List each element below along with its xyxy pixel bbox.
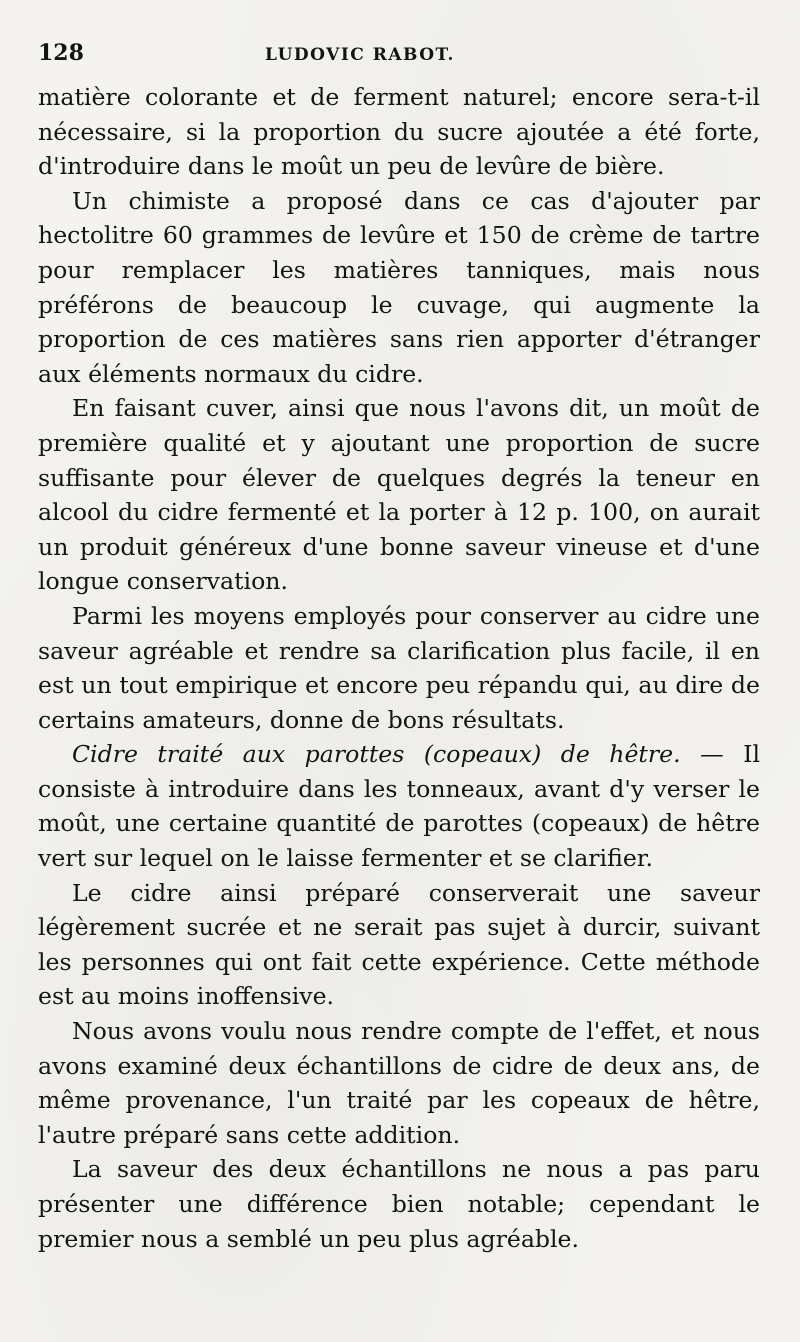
running-title: LUDOVIC RABOT. — [265, 45, 455, 65]
paragraph — [38, 1152, 760, 1256]
paragraph-text: Le cidre ainsi préparé conserverait une saveur légèrement sucrée et ne serait pas sujet à durcir, suivant les personnes qui ont fait cette expérience. Cette méthode est au moins inoffensive. — [38, 878, 760, 1011]
paragraph-text: Un chimiste a proposé dans ce cas d'ajouter par hectolitre 60 grammes de levûre et 150 de crème de tartre pour remplacer les matières tanniques, mais nous préférons de beaucoup le cuvage, qui augmente la proportion de ces matières sans rien apporter d'étranger aux éléments normaux du cidre. — [38, 186, 760, 388]
paragraph — [38, 391, 760, 599]
paragraph-text: Nous avons voulu nous rendre compte de l'effet, et nous avons examiné deux échantillons de cidre de deux ans, de même provenance, l'un traité par les copeaux de hêtre, l'autre préparé sans cette addition. — [38, 1017, 760, 1149]
paragraph — [38, 1014, 760, 1152]
paragraph-text: Parmi les moyens employés pour conserver au cidre une saveur agréable et rendre sa clarification plus facile, il en est un tout empirique et encore peu répandu qui, au dire de certains amateurs, donne de bons résultats. — [38, 601, 760, 734]
running-head — [38, 40, 760, 72]
paragraph-text: matière colorante et de ferment naturel; encore sera-t-il nécessaire, si la proportion du sucre ajoutée a été forte, d'introduire dans le moût un peu de levûre de bière. — [38, 83, 760, 181]
paragraph-with-italic-heading — [38, 737, 760, 875]
page-number: 128 — [38, 40, 84, 66]
paragraph-continued — [38, 80, 760, 184]
paragraph-text: La saveur des deux échantillons ne nous a pas paru présenter une différence bien notable; cependant le premier nous a semblé un peu plus agréable. — [38, 1155, 760, 1253]
paragraph — [38, 599, 760, 737]
italic-run-in-heading: Cidre traité aux parottes (copeaux) de hêtre. — [72, 740, 681, 769]
paragraph-text: — Il consiste à introduire dans les tonneaux, avant d'y verser le moût, une certaine quantité de parottes (copeaux) de hêtre vert sur lequel on le laisse fermenter et se clarifier. — [38, 740, 761, 873]
paragraph-text: En faisant cuver, ainsi que nous l'avons dit, un moût de première qualité et y ajoutant une proportion de sucre suffisante pour élever de quelques degrés la teneur en alcool du cidre fermenté et la porter à 12 p. 100, on aurait un produit généreux d'une bonne saveur vineuse et d'une longue conservation. — [38, 394, 760, 596]
body-text — [38, 80, 760, 1256]
paragraph — [38, 184, 760, 392]
paragraph — [38, 876, 760, 1014]
